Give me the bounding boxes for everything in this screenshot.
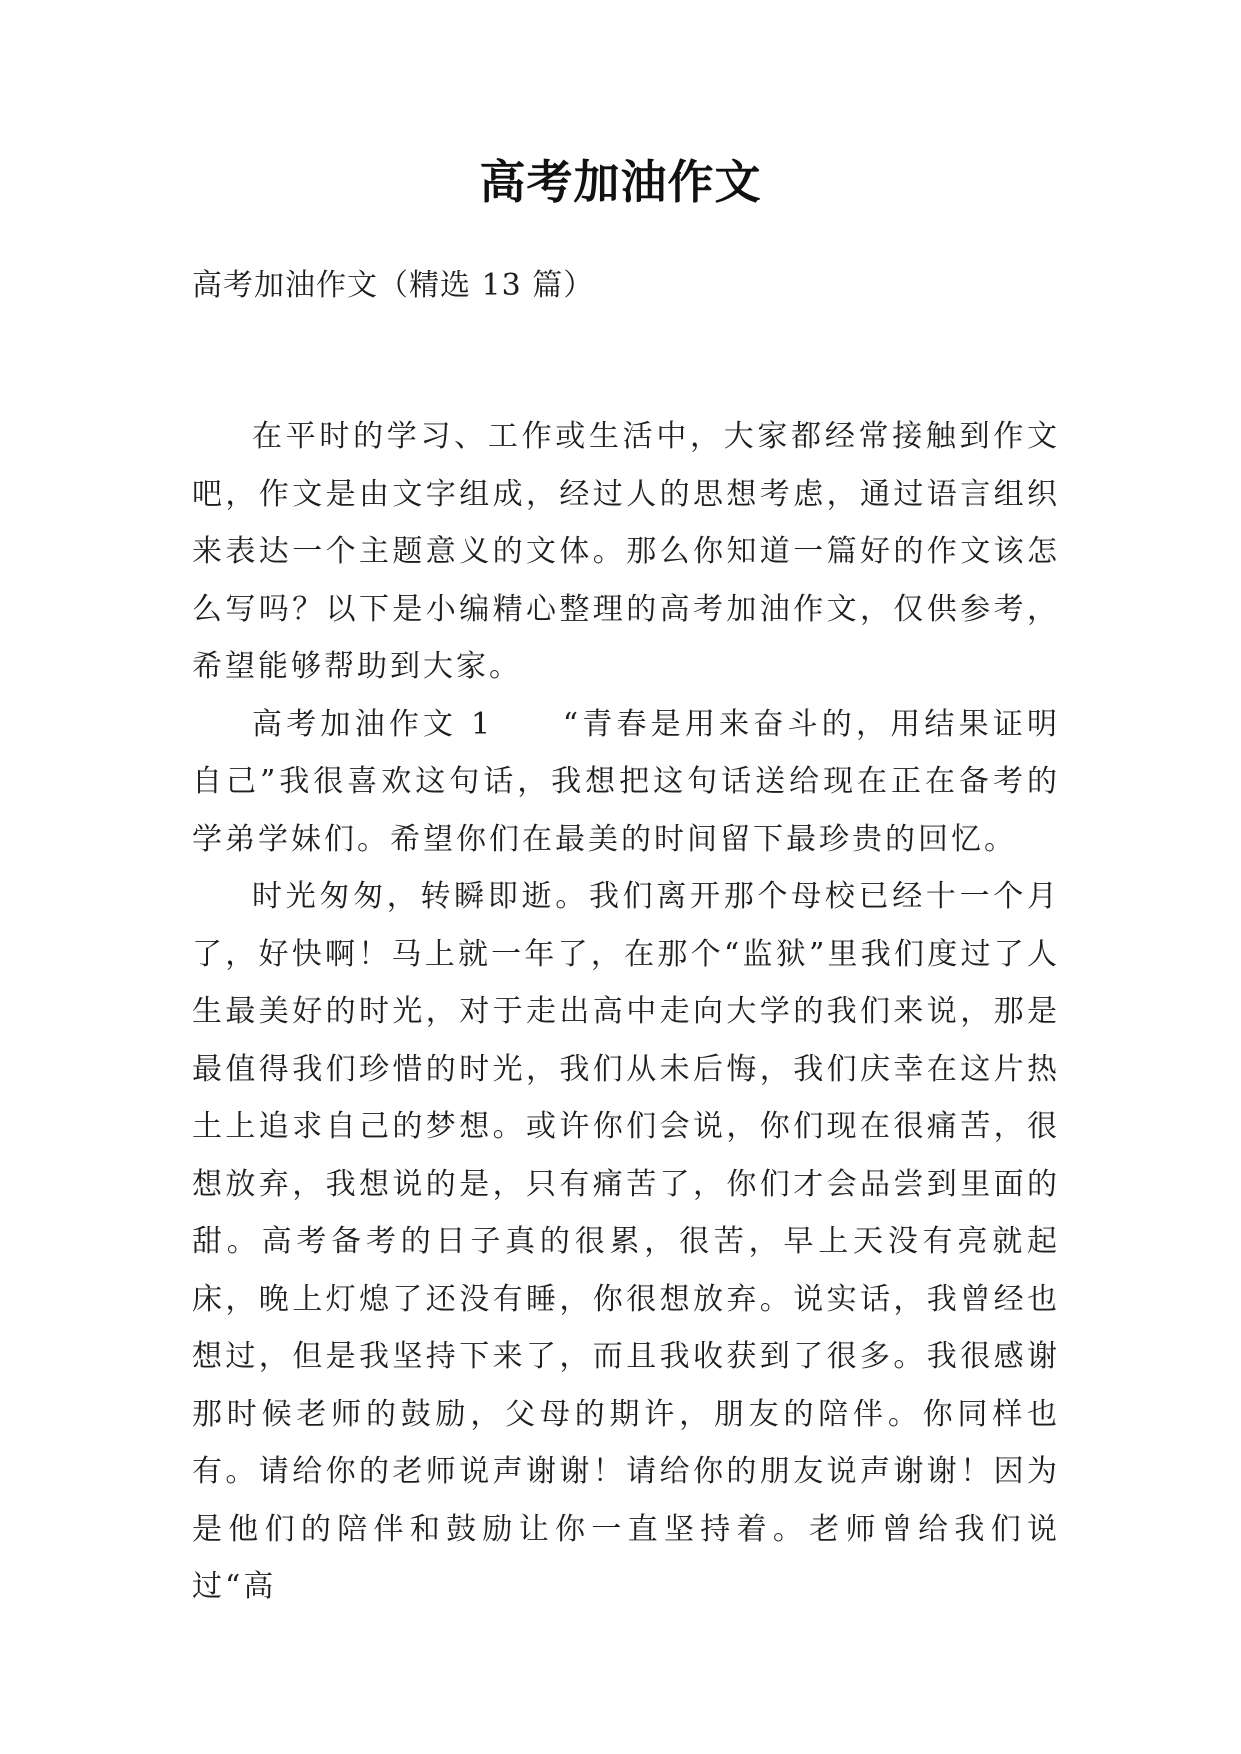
essay-1-opening-paragraph: 高考加油作文 1 “青春是用来奋斗的，用结果证明自己”我很喜欢这句话，我想把这句话送给现在正在备考的学弟学妹们。希望你们在最美的时间留下最珍贵的回忆。: [192, 706, 1060, 857]
document-title: 高考加油作文: [479, 155, 762, 209]
essay-1-body-paragraph: 时光匆匆，转瞬即逝。我们离开那个母校已经十一个月了，好快啊！马上就一年了，在那个“监狱”里我们度过了人生最美好的时光，对于走出高中走向大学的我们来说，那是最值得我们珍惜的时光，我们从未后悔，我们庆幸在这片热土上追求自己的梦想。或许你们会说，你们现在很痛苦，很想放弃，我想说的是，只有痛苦了，你们才会品尝到里面的甜。高考备考的日子真的很累，很苦，早上天没有亮就起床，晚上灯熄了还没有睡，你很想放弃。说实话，我曾经也想过，但是我坚持下来了，而且我收获到了很多。我很感谢那时候老师的鼓励，父母的期许，朋友的陪伴。你同样也有。请给你的老师说声谢谢！请给你的朋友说声谢谢！因为是他们的陪伴和鼓励让你一直坚持着。老师曾给我们说过“高: [192, 879, 1060, 1604]
intro-paragraph: 在平时的学习、工作或生活中，大家都经常接触到作文吧，作文是由文字组成，经过人的思想考虑，通过语言组织来表达一个主题意义的文体。那么你知道一篇好的作文该怎么写吗？以下是小编精心整理的高考加油作文，仅供参考，希望能够帮助到大家。: [192, 419, 1060, 684]
document-body: [192, 408, 1060, 1616]
document-subtitle: 高考加油作文（精选 13 篇）: [192, 268, 595, 303]
